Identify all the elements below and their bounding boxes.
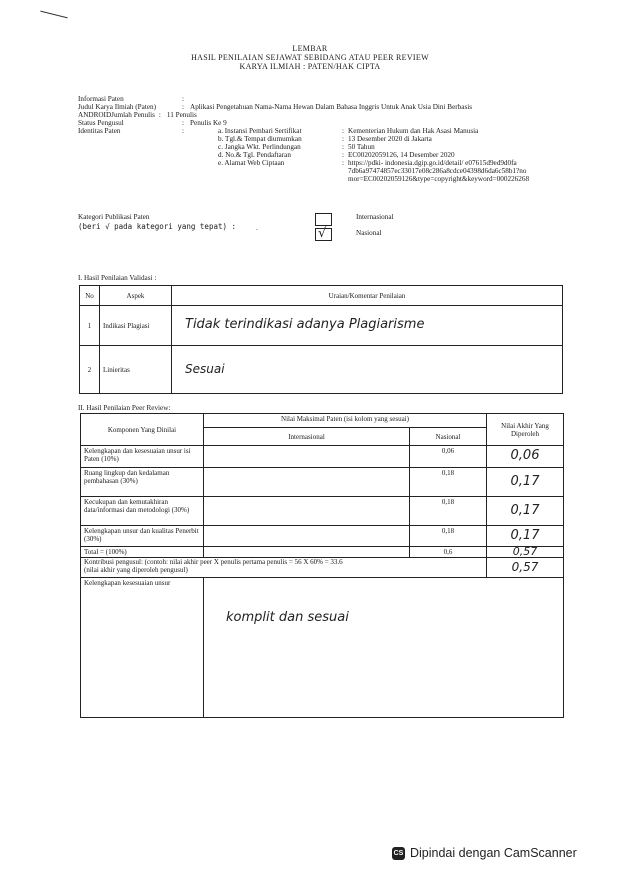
table-row: Kecukupan dan kemutakhiran data/informasi dan metodologi (30%) 0,18 0,17 bbox=[81, 497, 564, 526]
status-label: Status Pengusul bbox=[78, 119, 124, 127]
status-value: Penulis Ke 9 bbox=[190, 119, 227, 127]
identity-item: e. Alamat Web Ciptaan : https://pdki- indonesia.dgip.go.id/detail/ e07615d9ed9d0fa bbox=[218, 159, 517, 167]
authors-label: Jumlah Penulis bbox=[111, 111, 155, 119]
identity-item: b. Tgl.& Tempat diumumkan : 13 Desember 2020 di Jakarta bbox=[218, 135, 432, 143]
camscanner-badge bbox=[392, 846, 577, 860]
category-label: Kategori Publikasi Paten bbox=[78, 213, 150, 221]
col-header-international: Internasional bbox=[204, 428, 410, 446]
header-line-1: LEMBAR bbox=[292, 44, 328, 53]
handwritten-notes: komplit dan sesuai bbox=[226, 610, 349, 625]
identity-item: a. Instansi Pembari Sertifikat : Kementerian Hukum dan Hak Asasi Manusia bbox=[218, 127, 479, 135]
col-header-no: No bbox=[80, 286, 100, 306]
handwritten-comment: Sesuai bbox=[185, 361, 225, 376]
contribution-line-2: (nilai akhir yang diperoleh pengusul) bbox=[84, 565, 188, 574]
camscanner-text: Dipindai dengan CamScanner bbox=[410, 846, 577, 860]
category-instruction: (beri √ pada kategori yang tepat) : bbox=[78, 222, 237, 231]
col-header-aspect: Aspek bbox=[100, 286, 172, 306]
info-identity-row: Identitas Paten : bbox=[78, 127, 184, 135]
handwritten-score: 0,06 bbox=[510, 448, 540, 463]
identity-label: Identitas Paten bbox=[78, 127, 121, 135]
section1-title: I. Hasil Penilaian Validasi : bbox=[78, 274, 157, 282]
section2-title: II. Hasil Penilaian Peer Review: bbox=[78, 404, 171, 412]
check-mark: √ bbox=[318, 226, 327, 241]
header-line-3: KARYA ILMIAH : PATEN/HAK CIPTA bbox=[239, 62, 381, 71]
info-section-label: Informasi Paten : bbox=[78, 95, 184, 103]
url-line-2: 7db6a97474857ec33017e08c286a8cdce04398d6da6c58b1?no bbox=[348, 167, 527, 175]
handwritten-score: 0,17 bbox=[510, 473, 540, 489]
identity-item: d. No.& Tgl. Pendaftaran : EC00202059126, 14 Desember 2020 bbox=[218, 151, 455, 159]
col-header-comment: Uraian/Komentar Penilaian bbox=[172, 286, 563, 306]
notes-label: Kelengkapan kesesuaian unsur bbox=[81, 578, 204, 718]
title-value-cont: ANDROID bbox=[78, 111, 112, 119]
table-row: Ruang lingkup dan kedalaman pembahasan (30%) 0,18 0,17 bbox=[81, 468, 564, 497]
camscanner-logo-icon: CS bbox=[392, 847, 405, 860]
contribution-row bbox=[81, 558, 564, 578]
col-header-final: Nilai Akhir Yang Diperoleh bbox=[487, 414, 564, 446]
validation-table bbox=[79, 285, 563, 394]
table-row: 2 Linieritas Sesuai bbox=[80, 346, 563, 394]
identity-list bbox=[218, 127, 529, 183]
contribution-line-1: Kontribusi pengusul: (contoh: nilai akhir peer X penulis pertama penulis = 56 X 60% = 33.6 bbox=[84, 558, 343, 566]
authors-value: 11 Penulis bbox=[166, 111, 197, 119]
checkbox-international[interactable] bbox=[315, 213, 332, 226]
handwritten-contribution: 0,57 bbox=[511, 559, 539, 574]
scan-mark bbox=[40, 11, 67, 19]
total-row: Total = (100%) 0,6 0,57 bbox=[81, 547, 564, 558]
info-authors-row: ANDROIDJumlah Penulis : 11 Penulis bbox=[78, 111, 197, 119]
header-line-2: HASIL PENILAIAN SEJAWAT SEBIDANG ATAU PEER REVIEW bbox=[191, 53, 429, 62]
table-row: Kelengkapan unsur dan kualitas Penerbit (30%) 0,18 0,17 bbox=[81, 526, 564, 547]
handwritten-score: 0,17 bbox=[510, 502, 540, 518]
info-status-row: Status Pengusul : Penulis Ke 9 bbox=[78, 119, 227, 127]
identity-item: c. Jangka Wkt. Perlindungan : 50 Tahun bbox=[218, 143, 375, 151]
checkbox-national[interactable] bbox=[315, 228, 332, 241]
notes-row bbox=[81, 578, 564, 718]
url-line-3: mor=EC00202059126&type=copyright&keyword=000226268 bbox=[348, 175, 530, 183]
handwritten-score: 0,17 bbox=[510, 527, 540, 543]
title-value: Aplikasi Pengetahuan Nama-Nama Hewan Dalam Bahasa Inggris Untuk Anak Usia Dini Berbasis bbox=[190, 103, 473, 111]
table-row: Kelengkapan dan kesesuaian unsur isi Paten (10%) 0,06 0,06 bbox=[81, 446, 564, 468]
option-international: Internasional bbox=[356, 213, 394, 221]
info-title-row: Judul Karya Ilmiah (Paten) : Aplikasi Pengetahuan Nama-Nama Hewan Dalam Bahasa Inggris Untuk Anak Usia Dini Berbasis bbox=[78, 103, 473, 111]
col-header-max: Nilai Maksimal Paten (isi kolom yang sesuai) bbox=[204, 414, 487, 428]
stray-dot: . bbox=[256, 224, 258, 232]
handwritten-comment: Tidak terindikasi adanya Plagiarisme bbox=[185, 317, 425, 332]
peer-review-table bbox=[80, 413, 564, 718]
table-row: 1 Indikasi Plagiasi Tidak terindikasi adanya Plagiarisme bbox=[80, 306, 563, 346]
option-national: Nasional bbox=[356, 229, 382, 237]
handwritten-total: 0,57 bbox=[512, 544, 538, 558]
title-label: Judul Karya Ilmiah (Paten) bbox=[78, 103, 157, 111]
col-header-component: Komponen Yang Dinilai bbox=[81, 414, 204, 446]
col-header-national: Nasional bbox=[410, 428, 487, 446]
